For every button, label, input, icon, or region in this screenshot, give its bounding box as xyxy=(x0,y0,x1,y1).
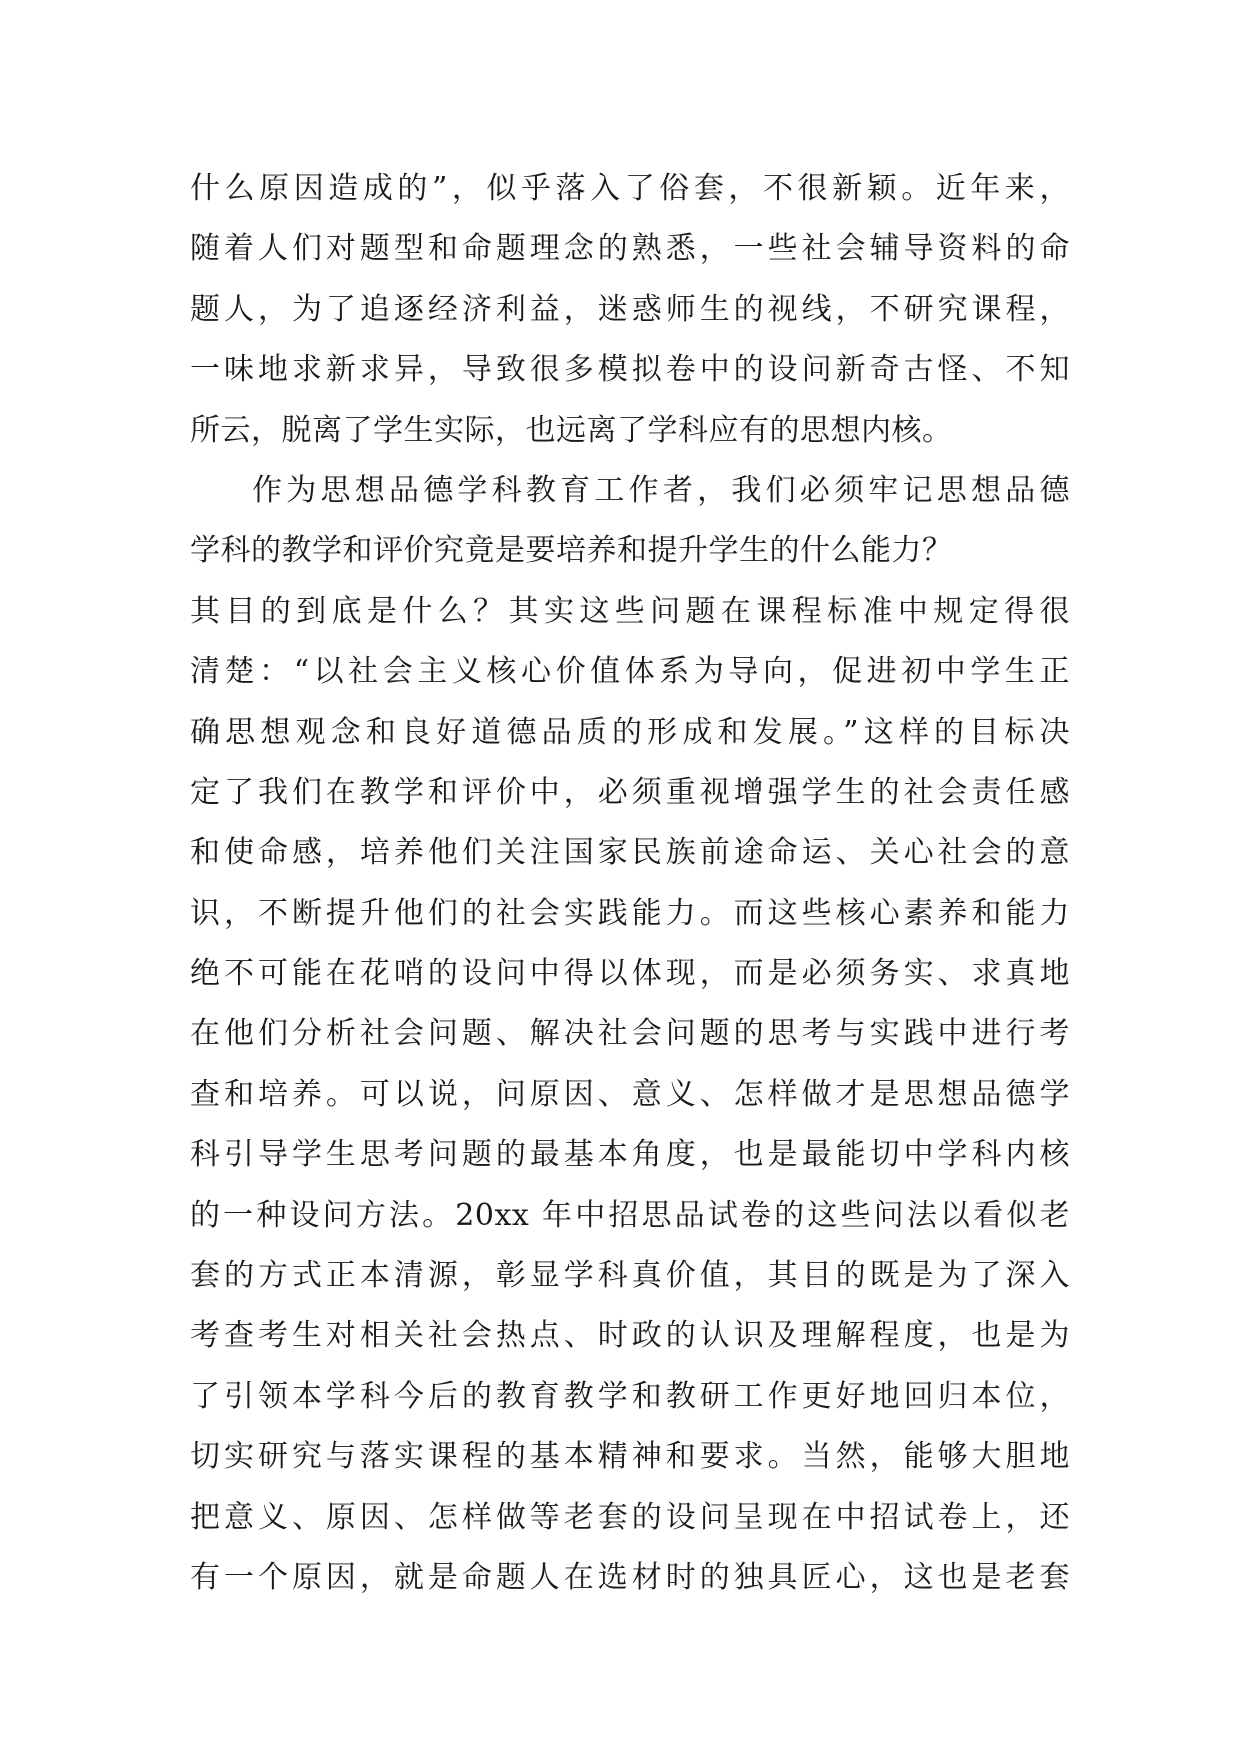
text-line: 一味地求新求异，导致很多模拟卷中的设问新奇古怪、不知 xyxy=(190,352,1070,388)
text-line: 有一个原因，就是命题人在选材时的独具匠心，这也是老套 xyxy=(190,1559,1070,1595)
text-line: 查和培养。可以说，问原因、意义、怎样做才是思想品德学 xyxy=(190,1076,1070,1112)
text-line: 套的方式正本清源，彰显学科真价值，其目的既是为了深入 xyxy=(190,1258,1070,1294)
text-line: 的一种设问方法。20xx 年中招思品试卷的这些问法以看似老 xyxy=(190,1197,1070,1233)
paragraph-first-line: 作为思想品德学科教育工作者，我们必须牢记思想品德 xyxy=(252,472,1070,508)
body-text xyxy=(190,159,1070,1608)
text-line: 绝不可能在花哨的设问中得以体现，而是必须务实、求真地 xyxy=(190,956,1070,992)
text-line: 清楚：“以社会主义核心价值体系为导向，促进初中学生正 xyxy=(190,654,1070,690)
text-line: 了引领本学科今后的教育教学和教研工作更好地回归本位， xyxy=(190,1378,1070,1414)
text-line: 学科的教学和评价究竟是要培养和提升学生的什么能力？ xyxy=(190,533,953,569)
text-line: 题人，为了追逐经济利益，迷惑师生的视线，不研究课程， xyxy=(190,291,1070,327)
text-line: 在他们分析社会问题、解决社会问题的思考与实践中进行考 xyxy=(190,1016,1070,1052)
text-line: 其目的到底是什么？其实这些问题在课程标准中规定得很 xyxy=(190,593,1070,629)
text-line: 定了我们在教学和评价中，必须重视增强学生的社会责任感 xyxy=(190,774,1070,810)
text-line: 确思想观念和良好道德品质的形成和发展。”这样的目标决 xyxy=(190,714,1070,750)
text-line: 考查考生对相关社会热点、时政的认识及理解程度，也是为 xyxy=(190,1318,1070,1354)
text-line: 和使命感，培养他们关注国家民族前途命运、关心社会的意 xyxy=(190,835,1070,871)
text-line: 科引导学生思考问题的最基本角度，也是最能切中学科内核 xyxy=(190,1137,1070,1173)
text-line: 把意义、原因、怎样做等老套的设问呈现在中招试卷上，还 xyxy=(190,1499,1070,1535)
text-line: 随着人们对题型和命题理念的熟悉，一些社会辅导资料的命 xyxy=(190,231,1070,267)
text-line: 所云，脱离了学生实际，也远离了学科应有的思想内核。 xyxy=(190,412,953,448)
text-line: 切实研究与落实课程的基本精神和要求。当然，能够大胆地 xyxy=(190,1439,1070,1475)
text-line: 识，不断提升他们的社会实践能力。而这些核心素养和能力 xyxy=(190,895,1070,931)
text-line: 什么原因造成的”，似乎落入了俗套，不很新颖。近年来， xyxy=(190,171,1070,206)
